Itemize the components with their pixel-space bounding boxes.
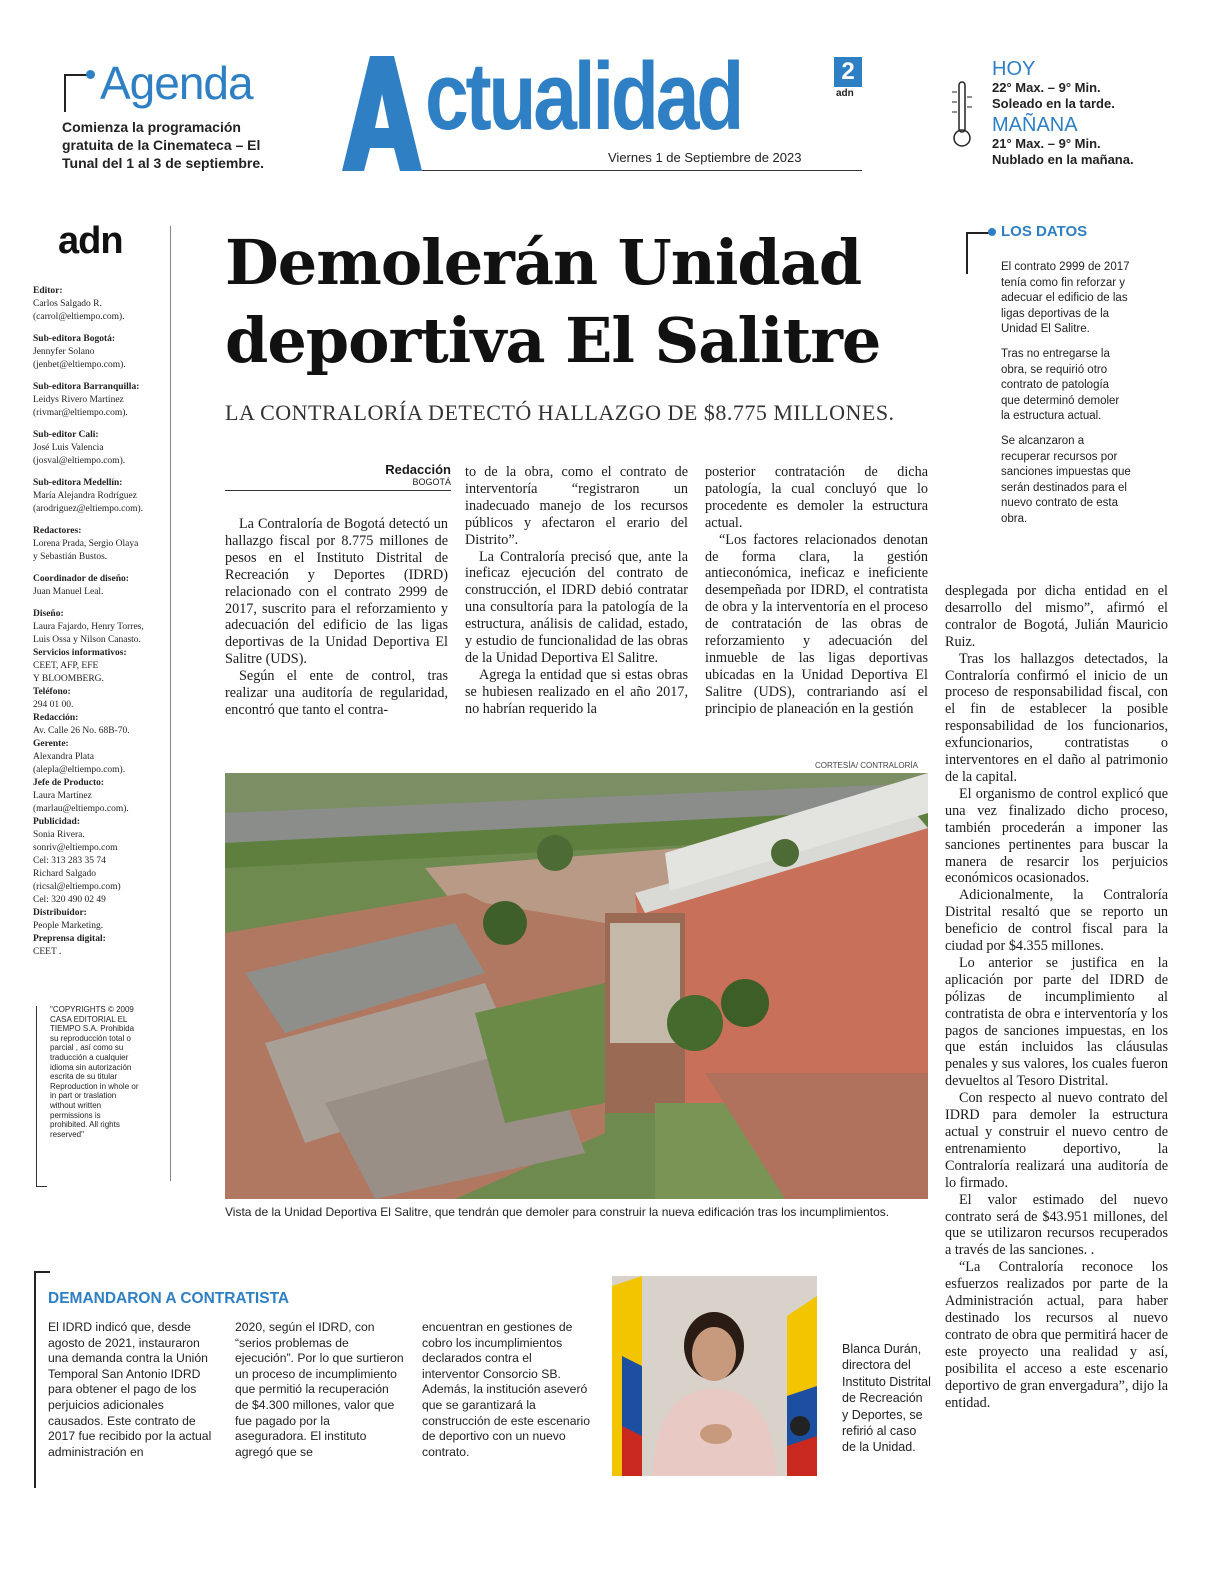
weather-today-desc: Soleado en la tarde.	[992, 96, 1115, 111]
masthead-divider	[422, 170, 862, 171]
credit-line: Cel: 320 490 02 49	[33, 895, 106, 905]
photo-credit: CORTESÍA/ CONTRALORÍA	[815, 761, 918, 770]
credit-line: Lorena Prada, Sergio Olaya	[33, 539, 139, 549]
paragraph: Agrega la entidad que si estas obras se hubiesen realizado en el año 2017, no habrían requerido la	[465, 666, 688, 717]
weather-tomorrow-desc: Nublado en la mañana.	[992, 152, 1134, 167]
copyright-bracket	[36, 1006, 47, 1187]
credit-line: y Sebastián Bustos.	[33, 552, 108, 562]
credit-line: Alexandra Plata	[33, 752, 94, 762]
credit-line: (carrol@eltiempo.com).	[33, 312, 125, 322]
credit-line: Jennyfer Solano	[33, 347, 95, 357]
credit-line: Carlos Salgado R.	[33, 299, 102, 309]
demandaron-column-1: El IDRD indicó que, desde agosto de 2021, instauraron una demanda contra la Unión Temporal San Antonio IDRD para obtener el pago de los perjuicios adicionales causados. Este contrato de 2017 fue recibido por la actual administración en	[48, 1320, 212, 1459]
byline-name: Redacción	[385, 462, 451, 477]
credit-role: Redacción:	[33, 713, 79, 723]
demandaron-column-2: 2020, según el IDRD, con “serios problemas de ejecución”. Por lo que surtieron un proceso de incumplimiento que permitió la recuperación de $4.300 millones, valor que fue pagado por la aseguradora. El instituto agregó que se	[235, 1320, 404, 1459]
credit-line: (josval@eltiempo.com).	[33, 456, 126, 466]
credit-line: (jenbet@eltiempo.com).	[33, 360, 126, 370]
credit-line: José Luis Valencia	[33, 443, 104, 453]
credit-role: Distribuidor:	[33, 908, 87, 918]
credit-line: CEET .	[33, 947, 62, 957]
credit-role: Sub-editora Bogotá:	[33, 334, 116, 344]
credit-line: Laura Fajardo, Henry Torres,	[33, 622, 144, 632]
adn-logo: adn	[58, 220, 123, 262]
credit-role: Teléfono:	[33, 687, 71, 697]
portrait-photo	[612, 1276, 817, 1476]
masthead-brand: adn	[836, 88, 854, 99]
credit-line: Sonia Rivera.	[33, 830, 85, 840]
credit-line: Y BLOOMBERG.	[33, 674, 104, 684]
portrait-caption: Blanca Durán, directora del Instituto Distrital de Recreación y Deportes, se refirió al caso de la Unidad.	[842, 1342, 931, 1455]
paragraph: El valor estimado del nuevo contrato será de $43.951 millones, del que se utilizaron recursos recuperados a través de las sanciones. .	[945, 1191, 1168, 1259]
byline-city: BOGOTÁ	[412, 477, 451, 487]
article-column-2	[465, 464, 688, 718]
credit-line: People Marketing.	[33, 921, 104, 931]
article-headline	[225, 224, 945, 380]
page-number-badge: 2	[834, 57, 862, 87]
photo-caption: Vista de la Unidad Deportiva El Salitre, que tendrán que demoler para construir la nueva edificación tras los incumplimientos.	[225, 1205, 890, 1219]
credit-line: Cel: 313 283 35 74	[33, 856, 106, 866]
paragraph: “Los factores relacionados denotan de forma clara, la gestión antieconómica, ineficaz e ineficiente desempeñada por IDRD, el contratista de obra y la interventoría en el proceso de contratación de las obras de reforzamiento y adecuación del inmueble de las ligas deportivas ubicadas en la Unidad Deportiva El Salitre (UDS), contrariando así el principio de planeación en la gestión	[705, 531, 928, 717]
credit-line: (marlau@eltiempo.com).	[33, 804, 129, 814]
credit-line: sonriv@eltiempo.com	[33, 843, 118, 853]
datos-dot-icon	[988, 228, 996, 236]
datos-bracket	[966, 232, 990, 274]
paragraph: Lo anterior se justifica en la aplicación por parte del IDRD de pólizas de incumplimiento al contratista de obra e interventoría y los pagos de sanciones impuestas, en los que están incluidos las cláusulas penales y sus valores, los cuales fueron devueltos al Tesoro Distrital.	[945, 954, 1168, 1090]
credit-line: Leidys Rivero Martínez	[33, 395, 124, 405]
weather-today-temp: 22° Max. – 9° Min.	[992, 80, 1101, 95]
credit-line: Laura Martínez	[33, 791, 92, 801]
article-column-1	[225, 516, 448, 719]
weather-today-label: HOY	[992, 58, 1036, 80]
datos-item: Se alcanzaron a recuperar recursos por sanciones impuestas que serán destinados para el nuevo contrato de esta obra.	[1001, 434, 1131, 525]
agenda-title: Agenda	[100, 57, 253, 109]
headline-line-2: deportiva El Salitre	[225, 304, 881, 377]
credit-role: Sub-editora Medellín:	[33, 478, 123, 488]
credit-line: CEET, AFP, EFE	[33, 661, 99, 671]
credit-line: (rivmar@eltiempo.com).	[33, 408, 128, 418]
article-column-3	[705, 464, 928, 718]
byline	[225, 462, 451, 491]
paragraph: desplegada por dicha entidad en el desarrollo del mismo”, afirmó el contralor de Bogotá, Julián Mauricio Ruiz.	[945, 583, 1168, 650]
credit-line: (ricsal@eltiempo.com)	[33, 882, 121, 892]
datos-item: Tras no entregarse la obra, se requirió otro contrato de patología que determinó demoler la estructura actual.	[1001, 347, 1120, 423]
agenda-dot-icon	[86, 70, 95, 79]
headline-line-1: Demolerán Unidad	[225, 226, 862, 299]
credit-role: Editor:	[33, 286, 63, 296]
paragraph: Con respecto al nuevo contrato del IDRD para demoler la estructura actual y construir el nuevo centro de entrenamiento deportivo, la Contraloría realizará una auditoría de lo firmado.	[945, 1090, 1168, 1191]
article-photo	[225, 773, 928, 1199]
article-subhead: LA CONTRALORÍA DETECTÓ HALLAZGO DE $8.775 MILLONES.	[225, 400, 895, 425]
credit-line: Luis Ossa y Nilson Canasto.	[33, 635, 141, 645]
paragraph: to de la obra, como el contrato de interventoría “registraron un inadecuado manejo de los recursos públicos y afectaron el erario del Distrito”.	[465, 464, 688, 548]
portrait-illustration	[612, 1276, 817, 1476]
credit-role: Gerente:	[33, 739, 69, 749]
agenda-bracket	[64, 74, 88, 112]
article-column-4	[945, 583, 1168, 1411]
datos-item: El contrato 2999 de 2017 tenía como fin reforzar y adecuar el edificio de las ligas deportivas de la Unidad El Salitre.	[1001, 261, 1130, 336]
credit-line: Juan Manuel Leal.	[33, 587, 104, 597]
datos-title: LOS DATOS	[1001, 223, 1088, 240]
paragraph: La Contraloría de Bogotá detectó un hallazgo fiscal por 8.775 millones de pesos en el Instituto Distrital de Recreación y Deportes (IDRD) relacionado con el contrato 2999 de 2017, suscrito para el reforzamiento y adecuación del edificio de las ligas deportivas de la Unidad Deportiva El Salitre (UDS).	[225, 516, 448, 668]
weather-tomorrow-label: MAÑANA	[992, 114, 1078, 136]
credit-role: Servicios informativos:	[33, 648, 127, 658]
paragraph: La Contraloría precisó que, ante la ineficaz ejecución del contrato de construcción, el IDRD debió contratar una consultoría para la patología de la estructura, análisis de calidad, estado, y estudio de funcionalidad de las obras de la Unidad Deportiva El Salitre.	[465, 548, 688, 666]
paragraph: posterior contratación de dicha patología, la cual concluyó que lo procedente es demoler la estructura actual.	[705, 464, 928, 531]
paragraph: Adicionalmente, la Contraloría Distrital resaltó que se reporto un beneficio de control fiscal para la ciudad por $4.355 millones.	[945, 887, 1168, 955]
credit-line: María Alejandra Rodríguez	[33, 491, 137, 501]
paragraph: Según el ente de control, tras realizar una auditoría de regularidad, encontró que tanto el contra-	[225, 668, 448, 718]
masthead-title: ctualidad	[425, 43, 742, 150]
demandaron-title: DEMANDARON A CONTRATISTA	[48, 1290, 290, 1307]
credit-role: Diseño:	[33, 609, 64, 619]
datos-list	[1001, 260, 1131, 537]
credit-line: Richard Salgado	[33, 869, 97, 879]
paragraph: El organismo de control explicó que una vez finalizado dicho proceso, también procederán a imponer las sanciones pertinentes para buscar la manera de resarcir los perjuicios económicos ocasionados.	[945, 785, 1168, 887]
staff-credits	[33, 276, 173, 959]
aerial-photo-illustration	[225, 773, 928, 1199]
credit-role: Preprensa digital:	[33, 934, 106, 944]
masthead-a-logo	[342, 56, 422, 171]
credit-line: (arodriguez@eltiempo.com).	[33, 504, 144, 514]
credit-line: 294 01 00.	[33, 700, 74, 710]
credit-role: Jefe de Producto:	[33, 778, 105, 788]
issue-date: Viernes 1 de Septiembre de 2023	[608, 150, 802, 165]
paragraph: Tras los hallazgos detectados, la Contraloría confirmó el inicio de un proceso de responsabilidad fiscal, con el fin de establecer la posible responsabilidad de los funcionarios, exfuncionarios, contratistas o interventores en el daño al patrimonio de la capital.	[945, 650, 1168, 785]
credit-line: (alepla@eltiempo.com).	[33, 765, 126, 775]
credit-role: Sub-editor Cali:	[33, 430, 99, 440]
paragraph: “La Contraloría reconoce los esfuerzos realizados por parte de la Administración actual, para haber destinado los recursos al nuevo contrato de obra que permitirá hacer de este proyecto una realidad y así, posibilita el acceso a este escenario deportivo de gran envergadura”, dijo la entidad.	[945, 1259, 1168, 1411]
sidebar-divider	[170, 226, 171, 1181]
credit-role: Coordinador de diseño:	[33, 574, 129, 584]
demandaron-column-3: encuentran en gestiones de cobro los incumplimientos declarados contra el interventor Consorcio SB. Además, la institución aseveró que se garantizará la construcción de este escenario de deportivo con un nuevo contrato.	[422, 1320, 591, 1459]
credit-role: Sub-editora Barranquilla:	[33, 382, 140, 392]
credit-line: Av. Calle 26 No. 68B-70.	[33, 726, 130, 736]
weather-tomorrow-temp: 21° Max. – 9° Min.	[992, 136, 1101, 151]
credit-role: Redactores:	[33, 526, 82, 536]
credit-role: Publicidad:	[33, 817, 80, 827]
copyright-notice: "COPYRIGHTS © 2009 CASA EDITORIAL EL TIEMPO S.A. Prohibida su reproducción total o parcial , así como su traducción a cualquier idioma sin autorización escrita de su titular Reproduction in whole or in part or traslation without written permissions is prohibited. All rights reserved"	[50, 1005, 139, 1139]
weather-box	[950, 58, 1160, 168]
agenda-text: Comienza la programación gratuita de la Cinemateca – El Tunal del 1 al 3 de septiembre.	[62, 119, 265, 171]
